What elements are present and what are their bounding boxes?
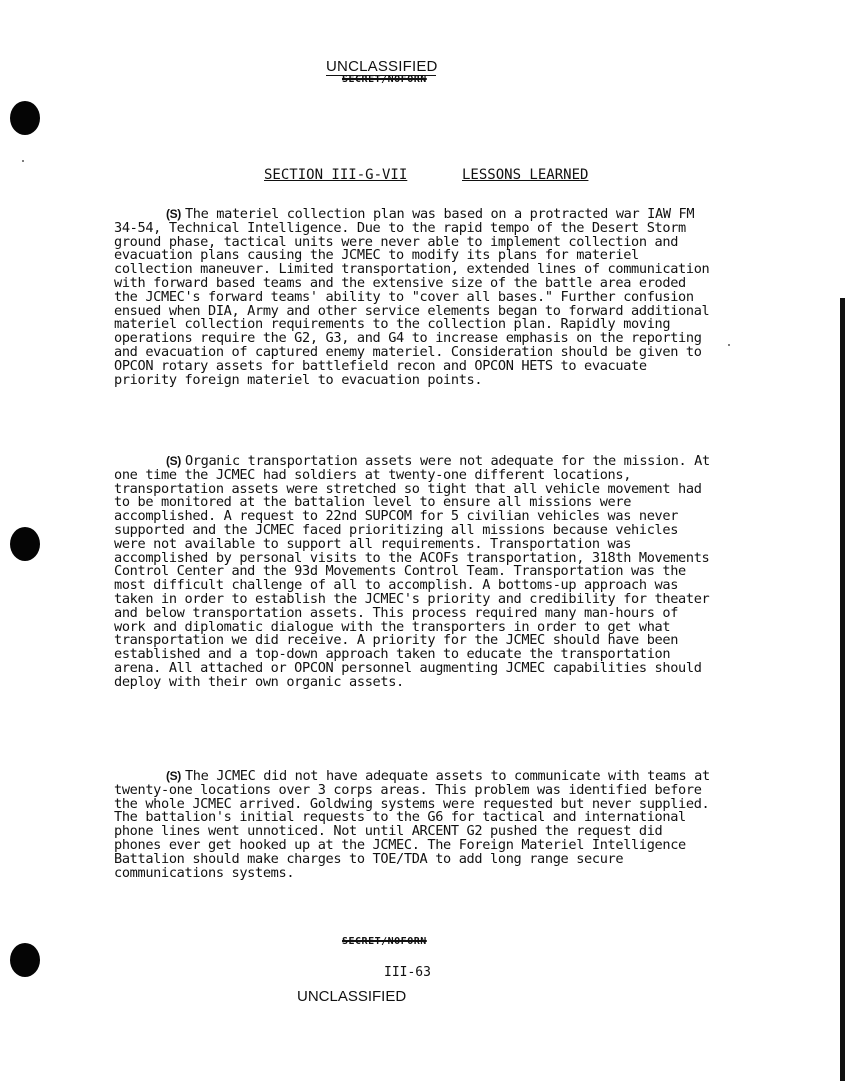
paragraph-collection-plan (114, 208, 714, 448)
punch-hole-middle (10, 527, 40, 561)
paragraph-transportation (114, 455, 714, 765)
paragraph-text: The materiel collection plan was based on a protracted war IAW FM 34-54, Technical Intelligence. Due to the rapid tempo of the Desert Storm ground phase, tactical units were never able to implement collection and evacuation plans causing the JCMEC to modify its plans for materiel collection maneuver. Limited transportation, extended lines of communication with forward based teams and the extensive size of the battle area eroded the JCMEC's forward teams' ability to "cover all bases." Further confusion ensued when DIA, Army and other service elements began to forward additional materiel collection requirements to the collection plan. Rapidly moving operations require the G2, G3, and G4 to increase emphasis on the reporting and evacuation of captured enemy materiel. Consideration should be given to OPCON rotary assets for battlefield recon and OPCON HETS to evacuate priority foreign materiel to evacuation points. (114, 206, 710, 388)
classification-header-text: UNCLASSIFIED (326, 58, 438, 75)
paragraph-classification-mark: (S) (166, 454, 181, 468)
section-topic: LESSONS LEARNED (462, 167, 589, 183)
classification-footer: UNCLASSIFIED (297, 988, 407, 1005)
punch-hole-top (10, 101, 40, 135)
section-heading: SECTION III-G-VII (264, 167, 408, 183)
paragraph-text: Organic transportation assets were not adequate for the mission. At one time the JCMEC had soldiers at twenty-one different locations, transportation assets were stretched so tight that all vehicle movement had to be monitored at the battalion level to ensure all missions were accomplished. A request to 22nd SUPCOM for 5 civilian vehicles was never supported and the JCMEC faced prioritizing all missions because vehicles were not available to support all requirements. Transportation was accomplished by personal visits to the ACOFs transportation, 318th Movements Control Center and the 93d Movements Control Team. Transportation was the most difficult challenge of all to accomplish. A bottoms-up approach was taken in order to establish the JCMEC's priority and credibility for theater and below transportation assets. This process required many man-hours of work and diplomatic dialogue with the transporters in order to get what transportation we did receive. A priority for the JCMEC should have been established and a top-down approach taken to educate the transportation arena. All attached or OPCON personnel augmenting JCMEC capabilities should deploy with their own organic assets. (114, 453, 710, 690)
paragraph-communications (114, 770, 714, 930)
classification-header (326, 58, 438, 75)
scan-speck (22, 160, 24, 162)
paragraph-classification-mark: (S) (166, 769, 181, 783)
old-classification-top: SECRET/NOFORN (342, 74, 427, 85)
old-classification-bottom: SECRET/NOFORN (342, 936, 427, 947)
punch-hole-bottom (10, 943, 40, 977)
scan-edge-bar (840, 298, 845, 1081)
scan-speck (728, 344, 730, 346)
page-number: III-63 (384, 965, 431, 980)
paragraph-text: The JCMEC did not have adequate assets to communicate with teams at twenty-one locations over 3 corps areas. This problem was identified before the whole JCMEC arrived. Goldwing systems were requested but never supplied. The battalion's initial requests to the G6 for tactical and international phone lines went unnoticed. Not until ARCENT G2 pushed the request did phones ever get hooked up at the JCMEC. The Foreign Materiel Intelligence Battalion should make charges to TOE/TDA to add long range secure communications systems. (114, 768, 710, 881)
paragraph-classification-mark: (S) (166, 207, 181, 221)
